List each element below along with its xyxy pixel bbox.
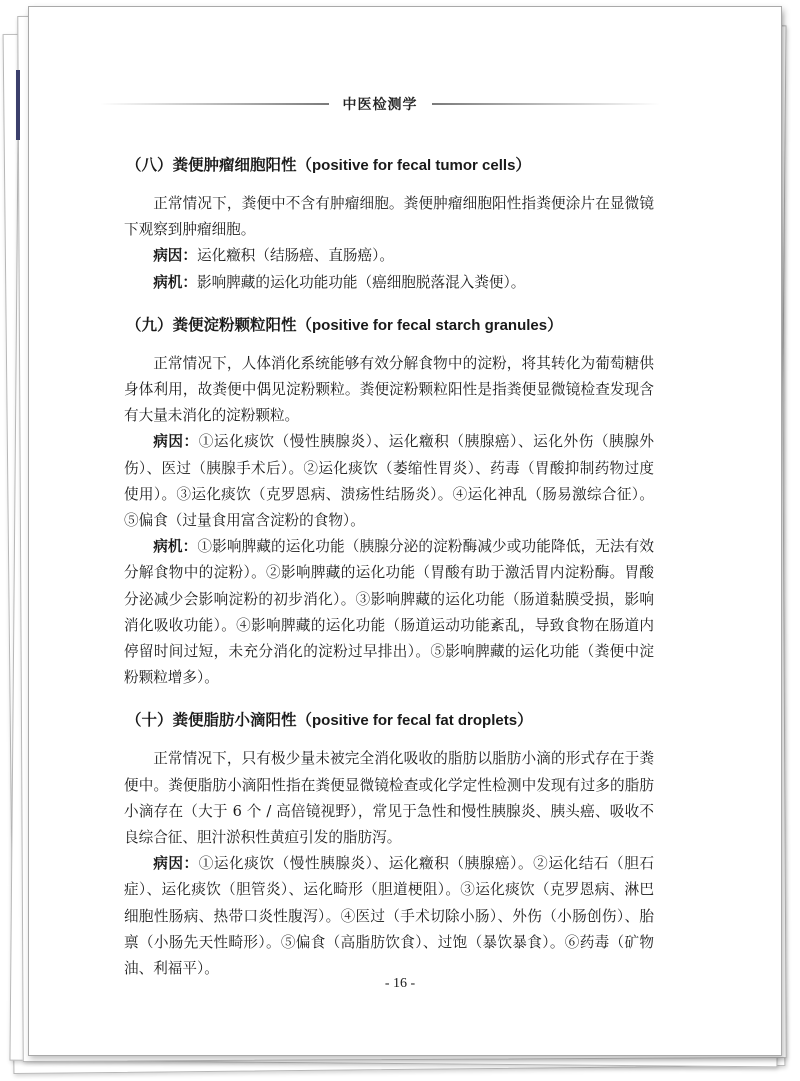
mechanism-label: 病机： [153, 273, 197, 291]
heading-en: positive for fecal fat droplets [312, 712, 518, 730]
book-spine-accent [16, 70, 20, 140]
mechanism-text: ①影响脾藏的运化功能（胰腺分泌的淀粉酶减少或功能降低，无法有效分解食物中的淀粉）。②影响脾藏的运化功能（胃酸有助于激活胃内淀粉酶。胃酸分泌减少会影响淀粉的初步消化）。③影响脾藏的运化功能（肠道黏膜受损，影响消化吸收功能）。④影响脾藏的运化功能（肠道运动功能紊乱，导致食物在肠道内停留时间过短，未充分消化的淀粉过早排出）。⑤影响脾藏的运化功能（粪便中淀粉颗粒增多）。 [124, 538, 654, 687]
page-content [124, 150, 654, 982]
section-heading-10 [126, 705, 654, 736]
header-title: 中医检测学 [342, 97, 418, 113]
cause-text: ①运化痰饮（慢性胰腺炎）、运化癥积（胰腺癌）。②运化结石（胆石症）、运化痰饮（胆管炎）、运化畸形（胆道梗阻）。③运化痰饮（克罗恩病、淋巴细胞性肠病、热带口炎性腹泻）。④医过（手术切除小肠）、外伤（小肠创伤）、胎禀（小肠先天性畸形）。⑤偏食（高脂肪饮食）、过饱（暴饮暴食）。⑥药毒（矿物油、利福平）。 [124, 855, 654, 978]
mechanism-text: 影响脾藏的运化功能功能（癌细胞脱落混入粪便）。 [196, 273, 526, 291]
mechanism-label: 病机： [153, 538, 198, 556]
cause-label: 病因： [153, 855, 199, 873]
heading-cn: （九）粪便淀粉颗粒阳性（ [126, 315, 313, 334]
header-rule-left [100, 103, 329, 105]
heading-cn: （十）粪便脂肪小滴阳性（ [126, 711, 313, 730]
section-9-mechanism [124, 534, 654, 691]
section-8-mechanism [124, 270, 654, 296]
cause-label: 病因： [153, 433, 199, 451]
section-10-cause [124, 851, 654, 982]
section-8-cause [124, 243, 654, 269]
section-8-intro: 正常情况下，粪便中不含有肿瘤细胞。粪便肿瘤细胞阳性指粪便涂片在显微镜下观察到肿瘤细胞。 [124, 195, 654, 239]
page-number: - 16 - [384, 976, 416, 991]
heading-close: ） [547, 315, 563, 334]
cause-label: 病因： [153, 247, 197, 265]
section-9-intro: 正常情况下，人体消化系统能够有效分解食物中的淀粉，将其转化为葡萄糖供身体利用，故粪便中偶见淀粉颗粒。粪便淀粉颗粒阳性是指粪便显微镜检查发现含有大量未消化的淀粉颗粒。 [124, 354, 654, 425]
section-10-intro: 正常情况下，只有极少量未被完全消化吸收的脂肪以脂肪小滴的形式存在于粪便中。粪便脂肪小滴阳性指在粪便显微镜检查或化学定性检测中发现有过多的脂肪小滴存在（大于 6 个 / 高倍镜视野），常见于急性和慢性胰腺炎、胰头癌、吸收不良综合征、胆汁淤积性黄疸引发的脂肪泻。 [124, 750, 654, 847]
section-9-cause [124, 429, 654, 534]
heading-close: ） [517, 711, 533, 730]
heading-cn: （八）粪便肿瘤细胞阳性（ [126, 156, 313, 174]
running-header [100, 92, 660, 116]
heading-en: positive for fecal starch granules [312, 316, 548, 334]
section-heading-8 [126, 150, 654, 181]
heading-en: positive for fecal tumor cells [312, 157, 516, 174]
cause-text: ①运化痰饮（慢性胰腺炎）、运化癥积（胰腺癌）、运化外伤（胰腺外伤）、医过（胰腺手术后）。②运化痰饮（萎缩性胃炎）、药毒（胃酸抑制药物过度使用）。③运化痰饮（克罗恩病、溃疡性结肠炎）。④运化神乱（肠易激综合征）。⑤偏食（过量食用富含淀粉的食物）。 [124, 433, 654, 530]
cause-text: 运化癥积（结肠癌、直肠癌）。 [196, 247, 394, 265]
header-rule-right [432, 103, 661, 105]
heading-close: ） [515, 156, 531, 174]
section-heading-9 [126, 310, 654, 341]
